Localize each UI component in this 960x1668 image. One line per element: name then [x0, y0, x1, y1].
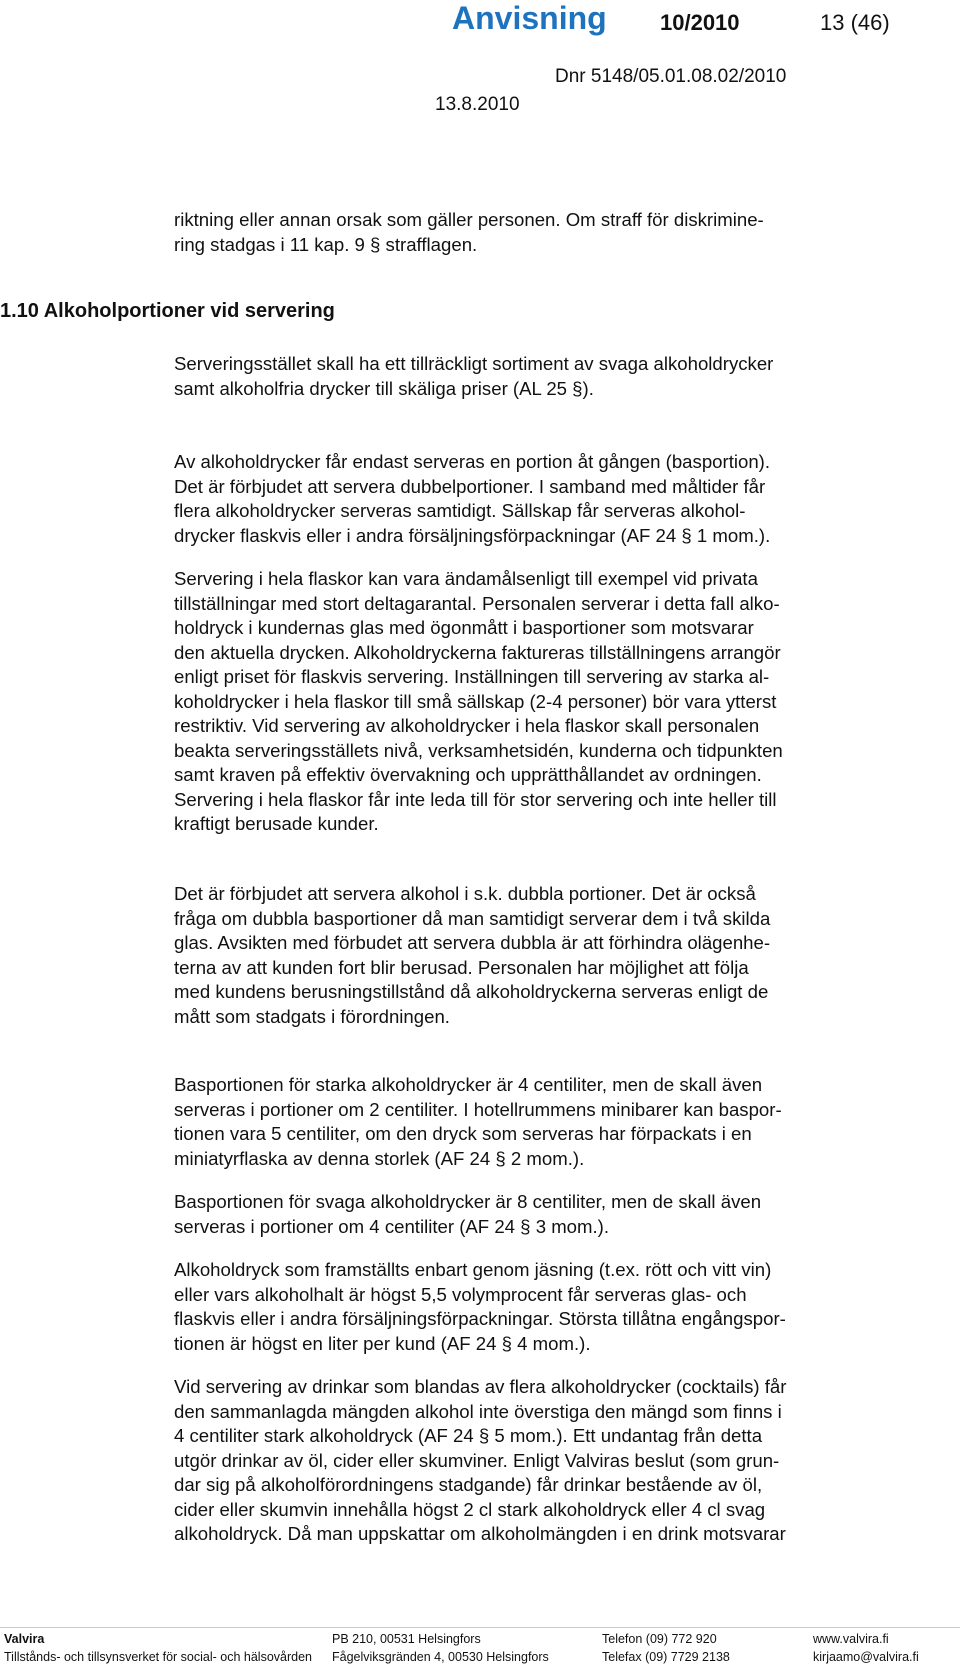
- text-line: utgör drinkar av öl, cider eller skumviner. Enligt Valviras beslut (som grun-: [174, 1449, 780, 1471]
- text-line: holdryck i kundernas glas med ögonmått i basportioner som motsvarar: [174, 617, 754, 638]
- paragraph-7: [174, 1258, 930, 1356]
- intro-paragraph: [174, 208, 930, 257]
- text-line: Servering i hela flaskor kan vara ändamålsenligt till exempel vid privata: [174, 568, 758, 589]
- text-line: fråga om dubbla basportioner då man samtidigt serverar dem i två skilda: [174, 907, 771, 929]
- text-line: Det är förbjudet att servera dubbelportioner. I samband med måltider får: [174, 475, 766, 497]
- paragraph-2: [174, 450, 930, 548]
- text-line: beakta serveringsställets nivå, verksamhetsidén, kunderna och tidpunkten: [174, 739, 783, 761]
- footer-po-box: PB 210, 00531 Helsingfors: [332, 1632, 481, 1646]
- text-line: enligt priset för flaskvis servering. Inställningen till servering av starka al-: [174, 666, 770, 687]
- text-line: glas. Avsikten med förbudet att servera dubbla är att förhindra olägenhe-: [174, 932, 771, 953]
- text-line: tionen vara 5 centiliter, om den dryck som serveras har förpackats i en: [174, 1123, 752, 1144]
- text-line: tillställningar med stort deltagarantal. Personalen serverar i detta fall alko-: [174, 592, 780, 614]
- text-line: terna av att kunden fort blir berusad. Personalen har möjlighet att följa: [174, 956, 749, 978]
- text-line: serveras i portioner om 2 centiliter. I hotellrummens minibarer kan baspor-: [174, 1098, 782, 1120]
- text-line: ring stadgas i 11 kap. 9 § strafflagen.: [174, 233, 478, 255]
- footer-contact: [813, 1630, 919, 1666]
- text-line: Det är förbjudet att servera alkohol i s.k. dubbla portioner. Det är också: [174, 883, 756, 904]
- text-line: Av alkoholdrycker får endast serveras en portion åt gången (basportion).: [174, 451, 771, 472]
- footer-street: Fågelviksgränden 4, 00530 Helsingfors: [332, 1650, 549, 1664]
- text-line: kraftigt berusade kunder.: [174, 813, 379, 834]
- paragraph-3: [174, 567, 930, 837]
- text-line: miniatyrflaska av denna storlek (AF 24 § 2 mom.).: [174, 1147, 585, 1169]
- text-line: drycker flaskvis eller i andra försäljningsförpackningar (AF 24 § 1 mom.).: [174, 524, 771, 546]
- text-line: restriktiv. Vid servering av alkoholdrycker i hela flaskor skall personalen: [174, 715, 760, 736]
- text-line: med kundens berusningstillstånd då alkoholdryckerna serveras enligt de: [174, 981, 769, 1002]
- text-line: riktning eller annan orsak som gäller personen. Om straff för diskrimine-: [174, 209, 764, 230]
- document-date: 13.8.2010: [435, 94, 520, 115]
- page-number: 13 (46): [820, 10, 890, 35]
- footer-website-link[interactable]: www.valvira.fi: [813, 1632, 889, 1646]
- text-line: flaskvis eller i andra försäljningsförpackningar. Största tillåtna engångspor-: [174, 1308, 786, 1329]
- section-heading: 1.10 Alkoholportioner vid servering: [0, 300, 335, 322]
- page-footer: [0, 1627, 960, 1668]
- text-line: 4 centiliter stark alkoholdryck (AF 24 § 5 mom.). Ett undantag från detta: [174, 1425, 763, 1446]
- text-line: dar sig på alkoholförordningens stadgande) får drinkar bestående av öl,: [174, 1474, 763, 1495]
- footer-fax: Telefax (09) 7729 2138: [602, 1650, 730, 1664]
- text-line: tionen är högst en liter per kund (AF 24 § 4 mom.).: [174, 1332, 591, 1354]
- footer-organization: [4, 1630, 312, 1666]
- registry-number: Dnr 5148/05.01.08.02/2010: [555, 66, 787, 87]
- text-line: Serveringsstället skall ha ett tillräckligt sortiment av svaga alkoholdrycker: [174, 353, 774, 374]
- text-line: mått som stadgats i förordningen.: [174, 1005, 450, 1027]
- paragraph-1: [174, 352, 930, 401]
- paragraph-5: [174, 1073, 930, 1171]
- text-line: samt alkoholfria drycker till skäliga priser (AL 25 §).: [174, 377, 594, 399]
- text-line: Vid servering av drinkar som blandas av flera alkoholdrycker (cocktails) får: [174, 1376, 787, 1397]
- text-line: samt kraven på effektiv övervakning och upprätthållandet av ordningen.: [174, 764, 762, 785]
- text-line: serveras i portioner om 4 centiliter (AF 24 § 3 mom.).: [174, 1215, 610, 1237]
- text-line: koholdrycker i hela flaskor till små sällskap (2-4 personer) bör vara ytterst: [174, 690, 777, 712]
- text-line: den aktuella drycken. Alkoholdryckerna faktureras tillställningens arrangör: [174, 641, 781, 663]
- text-line: Basportionen för starka alkoholdrycker är 4 centiliter, men de skall även: [174, 1074, 763, 1095]
- footer-org-name: Valvira: [4, 1632, 45, 1646]
- paragraph-4: [174, 882, 930, 1029]
- footer-phone-block: [602, 1630, 730, 1666]
- text-line: cider eller skumvin innehålla högst 2 cl stark alkoholdryck eller 4 cl svag: [174, 1498, 766, 1520]
- text-line: flera alkoholdrycker serveras samtidigt. Sällskap får serveras alkohol-: [174, 500, 746, 521]
- document-type-title: Anvisning: [452, 0, 607, 36]
- paragraph-8: [174, 1375, 930, 1547]
- paragraph-6: [174, 1190, 930, 1239]
- text-line: alkoholdryck. Då man uppskattar om alkoholmängden i en drink motsvarar: [174, 1523, 786, 1544]
- document-number: 10/2010: [660, 10, 740, 35]
- text-line: Alkoholdryck som framställts enbart genom jäsning (t.ex. rött och vitt vin): [174, 1259, 772, 1280]
- text-line: den sammanlagda mängden alkohol inte överstiga den mängd som finns i: [174, 1400, 782, 1422]
- footer-org-description: Tillstånds- och tillsynsverket för social- och hälsovården: [4, 1650, 312, 1664]
- footer-email-link[interactable]: kirjaamo@valvira.fi: [813, 1650, 919, 1664]
- text-line: Servering i hela flaskor får inte leda till för stor servering och inte heller till: [174, 788, 777, 810]
- text-line: Basportionen för svaga alkoholdrycker är 8 centiliter, men de skall även: [174, 1191, 762, 1212]
- text-line: eller vars alkoholhalt är högst 5,5 volymprocent får serveras glas- och: [174, 1283, 747, 1305]
- footer-address: [332, 1630, 549, 1666]
- footer-phone: Telefon (09) 772 920: [602, 1632, 717, 1646]
